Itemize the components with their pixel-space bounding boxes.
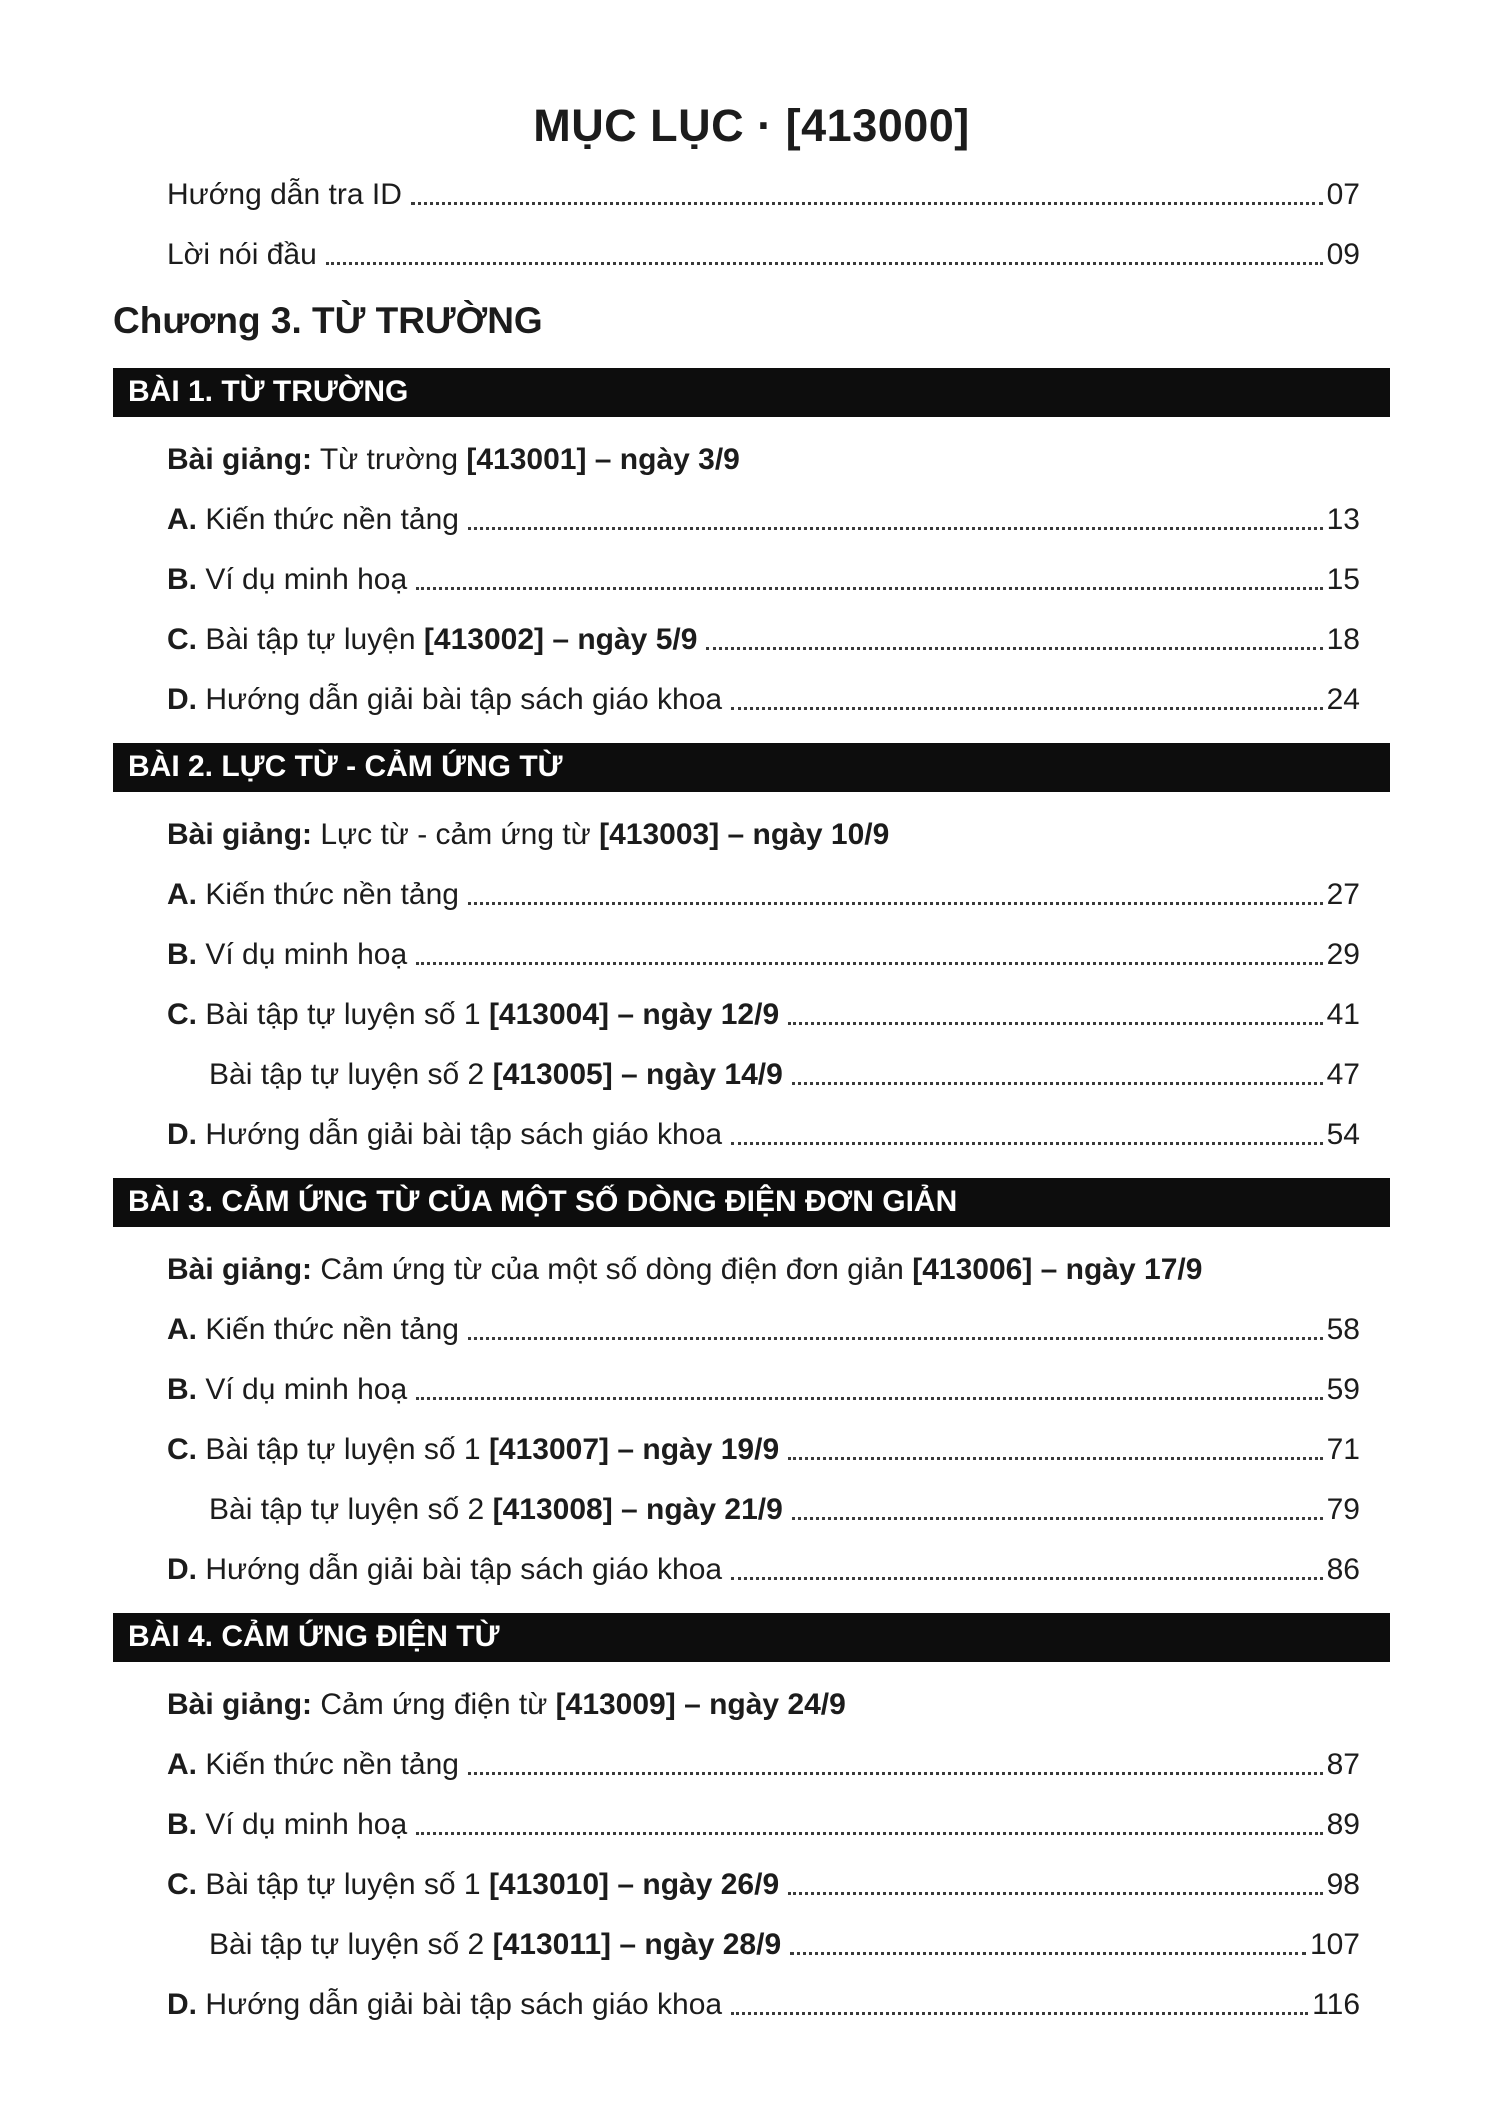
page-number: 47: [1326, 1058, 1360, 1091]
toc-row: [113, 622, 1390, 657]
page-number: 29: [1326, 938, 1360, 971]
toc-entry-label: [209, 1492, 783, 1527]
item-text: Kiến thức nền tảng: [205, 1313, 459, 1346]
page-title: MỤC LỤC · [413000]: [533, 100, 970, 151]
toc-row: [113, 682, 1390, 717]
item-letter: A.: [167, 503, 197, 536]
toc-row: [113, 1492, 1390, 1527]
item-text: Bài tập tự luyện số 1: [205, 1433, 481, 1466]
toc-row: [113, 502, 1390, 537]
toc-entry-label: [167, 682, 722, 717]
toc-entry-label: [167, 1552, 722, 1587]
page-number: 87: [1326, 1748, 1360, 1781]
item-letter: D.: [167, 1553, 197, 1586]
toc-row: [113, 1867, 1390, 1902]
toc-entry-label: [167, 1117, 722, 1152]
toc-entry-label: [167, 877, 459, 912]
page-number: 58: [1326, 1313, 1360, 1346]
item-letter: A.: [167, 1748, 197, 1781]
item-meta: [413008] – ngày 21/9: [492, 1493, 783, 1526]
lecture-prefix: Bài giảng:: [167, 1253, 313, 1286]
dot-leader: [416, 587, 1322, 590]
toc-row: [113, 1372, 1390, 1407]
item-meta: [413005] – ngày 14/9: [492, 1058, 783, 1091]
toc-entry-label: [167, 1432, 779, 1467]
page-number: 15: [1326, 563, 1360, 596]
item-text: Kiến thức nền tảng: [205, 878, 459, 911]
lecture-label: [167, 442, 740, 477]
toc-row: [113, 562, 1390, 597]
item-meta: [413007] – ngày 19/9: [488, 1433, 780, 1466]
item-meta: [413011] – ngày 28/9: [492, 1928, 782, 1961]
lecture-title: Lực từ - cảm ứng từ: [320, 818, 591, 851]
lecture-label: [167, 817, 889, 852]
item-meta: [413010] – ngày 26/9: [488, 1868, 780, 1901]
page-number: 98: [1326, 1868, 1360, 1901]
dot-leader: [731, 2012, 1308, 2015]
dot-leader: [792, 1082, 1323, 1085]
item-letter: C.: [167, 623, 197, 656]
lecture-label: [167, 1252, 1202, 1287]
lecture-line: [113, 1252, 1390, 1287]
page-number: 116: [1312, 1988, 1360, 2021]
dot-leader: [731, 1577, 1323, 1580]
item-letter: B.: [167, 563, 197, 596]
item-text: Bài tập tự luyện: [205, 623, 416, 656]
dot-leader: [468, 1337, 1323, 1340]
toc-entry-label: [167, 1807, 407, 1842]
item-letter: D.: [167, 683, 197, 716]
front-matter: [113, 177, 1390, 272]
toc-entry-label: [167, 562, 407, 597]
toc-row: [113, 1312, 1390, 1347]
page-number: 54: [1326, 1118, 1360, 1151]
toc-entry-label: [167, 1747, 459, 1782]
toc-row: [113, 237, 1390, 272]
dot-leader: [468, 902, 1323, 905]
page-number: 09: [1326, 238, 1360, 271]
dot-leader: [326, 262, 1323, 265]
item-text: Bài tập tự luyện số 2: [209, 1058, 485, 1091]
toc-row: [113, 177, 1390, 212]
page-number: 07: [1326, 178, 1360, 211]
section-header-bar: BÀI 1. TỪ TRƯỜNG: [113, 368, 1390, 417]
item-text: Ví dụ minh hoạ: [205, 1808, 408, 1841]
page-number: 107: [1309, 1928, 1360, 1961]
toc-row: [113, 1552, 1390, 1587]
item-text: Hướng dẫn giải bài tập sách giáo khoa: [205, 1118, 723, 1151]
item-letter: C.: [167, 998, 197, 1031]
dot-leader: [788, 1022, 1323, 1025]
page-number: 24: [1326, 683, 1360, 716]
item-text: Bài tập tự luyện số 2: [209, 1493, 485, 1526]
dot-leader: [792, 1517, 1323, 1520]
toc-row: [113, 1057, 1390, 1092]
item-text: Hướng dẫn giải bài tập sách giáo khoa: [205, 1553, 723, 1586]
item-text: Bài tập tự luyện số 2: [209, 1928, 485, 1961]
page-number: 79: [1326, 1493, 1360, 1526]
section-header-bar: BÀI 2. LỰC TỪ - CẢM ỨNG TỪ: [113, 743, 1390, 792]
toc-row: [113, 1432, 1390, 1467]
item-letter: B.: [167, 1373, 197, 1406]
toc-entry-label: [167, 1312, 459, 1347]
dot-leader: [706, 647, 1322, 650]
toc-row: [113, 1987, 1390, 2022]
item-letter: C.: [167, 1433, 197, 1466]
dot-leader: [788, 1457, 1323, 1460]
item-text: Hướng dẫn giải bài tập sách giáo khoa: [205, 1988, 723, 2021]
toc-row: [113, 997, 1390, 1032]
toc-entry-label: [167, 997, 779, 1032]
item-text: Kiến thức nền tảng: [205, 1748, 459, 1781]
page-number: 27: [1326, 878, 1360, 911]
lecture-prefix: Bài giảng:: [167, 818, 313, 851]
page-number: 59: [1326, 1373, 1360, 1406]
toc-entry-label: [167, 502, 459, 537]
toc-row: [113, 877, 1390, 912]
item-meta: [413004] – ngày 12/9: [488, 998, 780, 1031]
page-number: 71: [1326, 1433, 1360, 1466]
item-text: Ví dụ minh hoạ: [205, 563, 408, 596]
item-letter: D.: [167, 1988, 197, 2021]
item-letter: A.: [167, 1313, 197, 1346]
dot-leader: [416, 1397, 1322, 1400]
toc-entry-label: [167, 1987, 722, 2022]
toc-entry-label: [209, 1927, 781, 1962]
item-letter: A.: [167, 878, 197, 911]
toc-entry-label: [167, 937, 407, 972]
dot-leader: [411, 202, 1323, 205]
lecture-prefix: Bài giảng:: [167, 1688, 313, 1721]
lecture-title: Cảm ứng điện từ: [320, 1688, 548, 1721]
dot-leader: [416, 1832, 1322, 1835]
item-text: Ví dụ minh hoạ: [205, 1373, 408, 1406]
dot-leader: [468, 527, 1323, 530]
toc-entry-label: [209, 1057, 783, 1092]
section-header-bar: BÀI 4. CẢM ỨNG ĐIỆN TỪ: [113, 1613, 1390, 1662]
page-number: 41: [1326, 998, 1360, 1031]
toc-row: [113, 1117, 1390, 1152]
page-number: 86: [1326, 1553, 1360, 1586]
item-meta: [413002] – ngày 5/9: [423, 623, 698, 656]
lecture-title: Cảm ứng từ của một số dòng điện đơn giản: [320, 1253, 904, 1286]
page-number: 18: [1326, 623, 1360, 656]
page-number: 89: [1326, 1808, 1360, 1841]
item-text: Hướng dẫn giải bài tập sách giáo khoa: [205, 683, 723, 716]
dot-leader: [788, 1892, 1323, 1895]
lecture-title: Từ trường: [319, 443, 459, 476]
lecture-line: [113, 1687, 1390, 1722]
dot-leader: [468, 1772, 1323, 1775]
section-header-bar: BÀI 3. CẢM ỨNG TỪ CỦA MỘT SỐ DÒNG ĐIỆN ĐƠN GIẢN: [113, 1178, 1390, 1227]
lecture-line: [113, 817, 1390, 852]
item-text: Bài tập tự luyện số 1: [205, 998, 481, 1031]
page-number: 13: [1326, 503, 1360, 536]
toc-entry-label: Lời nói đầu: [167, 238, 317, 271]
item-text: Kiến thức nền tảng: [205, 503, 459, 536]
item-letter: B.: [167, 1808, 197, 1841]
toc-entry-label: Hướng dẫn tra ID: [167, 178, 402, 211]
dot-leader: [790, 1952, 1306, 1955]
dot-leader: [731, 707, 1323, 710]
dot-leader: [416, 962, 1322, 965]
toc-row: [113, 937, 1390, 972]
lecture-meta: [413001] – ngày 3/9: [466, 443, 740, 476]
lecture-meta: [413003] – ngày 10/9: [599, 818, 890, 851]
item-letter: B.: [167, 938, 197, 971]
toc-entry-label: [167, 1867, 779, 1902]
toc-row: [113, 1747, 1390, 1782]
lecture-meta: [413006] – ngày 17/9: [912, 1253, 1203, 1286]
toc-entry-label: [167, 622, 697, 657]
chapter-heading: Chương 3. TỪ TRƯỜNG: [113, 300, 543, 341]
toc-row: [113, 1927, 1390, 1962]
item-text: Ví dụ minh hoạ: [205, 938, 408, 971]
lecture-prefix: Bài giảng:: [167, 443, 313, 476]
dot-leader: [731, 1142, 1323, 1145]
lecture-line: [113, 442, 1390, 477]
item-letter: C.: [167, 1868, 197, 1901]
lecture-label: [167, 1687, 846, 1722]
toc-entry-label: [167, 1372, 407, 1407]
lecture-meta: [413009] – ngày 24/9: [555, 1688, 846, 1721]
item-letter: D.: [167, 1118, 197, 1151]
toc-row: [113, 1807, 1390, 1842]
item-text: Bài tập tự luyện số 1: [205, 1868, 481, 1901]
